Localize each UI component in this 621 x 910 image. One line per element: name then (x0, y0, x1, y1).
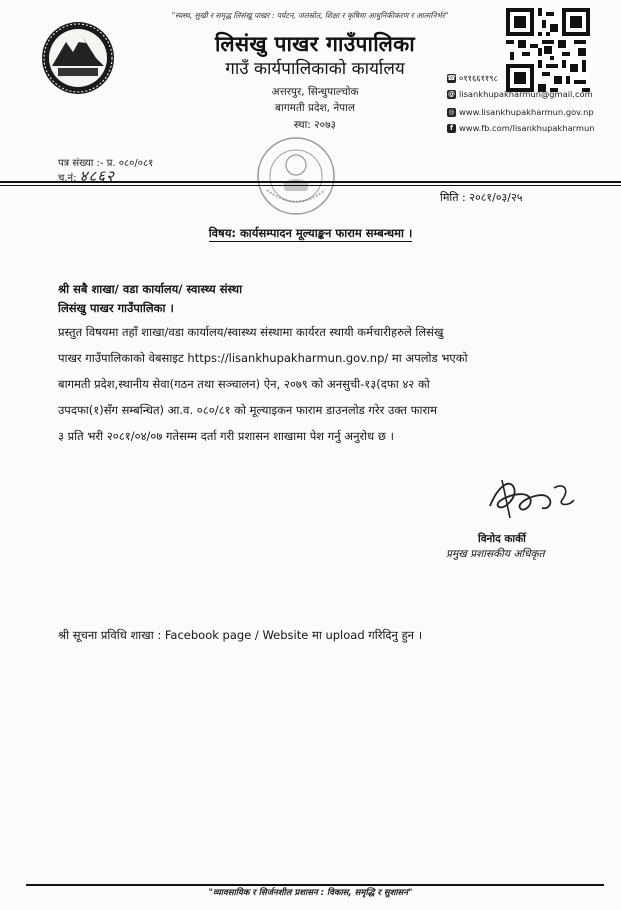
contact-website (447, 107, 594, 117)
contact-email (447, 89, 593, 99)
qr-code (506, 8, 590, 92)
dispatch-number (58, 166, 115, 186)
subject-text: विषय: कार्यसम्पादन मूल्याङ्कन फाराम सम्बन्धमा । (208, 226, 413, 240)
established-year: स्था: २०७३ (293, 119, 337, 131)
letter-number-value: प्र. ०८०/०८१ (106, 158, 154, 169)
signatory-title: प्रमुख प्रशासकीय अधिकृत (446, 548, 545, 560)
header-divider-thin (0, 185, 621, 186)
contact-facebook (447, 123, 595, 133)
municipality-emblem (40, 20, 116, 96)
facebook-url[interactable]: www.fb.com/lisankhupakharmun (459, 123, 595, 133)
dispatch-number-value: ४८६२ (79, 167, 115, 185)
letter-number-label: पत्र संख्या :- (58, 158, 104, 169)
email-icon: @ (448, 89, 455, 98)
globe-icon: ◎ (448, 107, 455, 116)
signature (480, 466, 580, 528)
dispatch-number-label: च.नं: (58, 173, 77, 184)
letter-body (58, 319, 558, 449)
contact-phone (447, 73, 498, 84)
signatory-name: विनोद कार्की (478, 533, 526, 545)
body-line: ३ प्रति भरी २०८१/०४/०७ गतेसम्म दर्ता गरी प्रशासन शाखामा पेश गर्नु अनुरोध छ । (58, 429, 394, 443)
address-line-2: बागमती प्रदेश, नेपाल (275, 102, 355, 114)
organization-name: लिसंखु पाखर गाउँपालिका (214, 32, 416, 56)
phone-icon: ☎ (447, 74, 456, 82)
body-line: प्रस्तुत विषयमा तहाँ शाखा/वडा कार्यालय/स्वास्थ्य संस्थामा कार्यरत स्थायी कर्मचारीहरुले लिसंखु (58, 325, 444, 339)
cc-note: श्री सूचना प्रविधि शाखा : Facebook page / Website मा upload गरिदिनु हुन । (58, 628, 423, 642)
body-line: उपदफा(१)सँग सम्बन्धित) आ.व. ०८०/८१ को मूल्याइकन फाराम डाउनलोड गरेर उक्त फाराम (58, 403, 438, 417)
body-line: पाखर गाउँपालिकाको वेबसाइट https://lisankhupakharmun.gov.np/ मा अपलोड भएको (58, 351, 468, 365)
address-line-1: अत्तरपुर, सिन्धुपाल्चोक (271, 86, 359, 98)
footer-motto: "व्यावसायिक र सिर्जनशील प्रशासन : विकास, समृद्धि र सुशासन" (208, 888, 413, 898)
footer-divider (26, 884, 604, 886)
addressee-line-2: लिसंखु पाखर गाउँपालिका । (58, 301, 174, 315)
facebook-icon: f (447, 124, 456, 133)
addressee-line-1: श्री सबै शाखा/ वडा कार्यालय/ स्वास्थ्य संस्था (58, 282, 243, 296)
office-stamp (255, 135, 337, 217)
body-line: बागमती प्रदेश,स्थानीय सेवा(गठन तथा सञ्चालन) ऐन, २०७९ को अनसुची-१३(दफा ४२ को (58, 377, 430, 391)
website-url[interactable]: www.lisankhupakharmun.gov.np (459, 107, 594, 117)
office-name: गाउँ कार्यपालिकाको कार्यालय (225, 59, 405, 79)
header-tagline: "स्वस्थ, सुखी र समृद्ध लिसंखु पाखर : पर्यटन, जलस्रोत, शिक्षा र कृषिमा आधुनिकीकरण र आत्मनिर्भर" (171, 11, 449, 20)
email-address[interactable]: lisankhupakharmun@gmail.com (459, 89, 593, 99)
phone-number: ०११६६११९८ (459, 73, 498, 83)
letter-subject (0, 226, 621, 241)
letter-date: मिति : २०८१/०३/२५ (440, 191, 523, 204)
header-divider (0, 181, 621, 183)
